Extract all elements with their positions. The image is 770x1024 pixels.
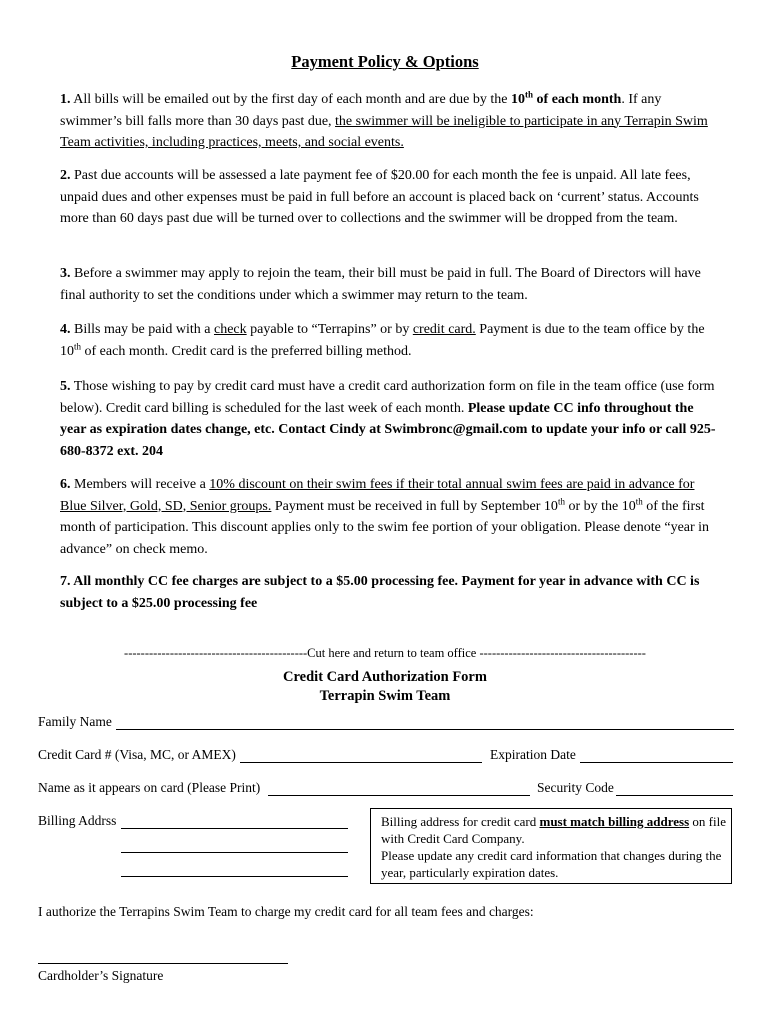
form-title: Credit Card Authorization Form — [283, 669, 487, 685]
credit-card-label: Credit Card # (Visa, MC, or AMEX) — [38, 747, 236, 762]
item-number: 7. — [60, 574, 71, 589]
policy-item-2 — [60, 165, 720, 230]
name-on-card-label: Name as it appears on card (Please Print) — [38, 780, 261, 795]
item-text: Past due accounts will be assessed a late payment fee of $20.00 for each month the fee is unpaid. All late fees, unpaid dues and other expenses must be paid in full before an account is placed back on ‘current’ status. Accounts more than 60 days past due will be turned over to collections and the swimmer will be dropped from the team. — [60, 168, 699, 226]
item-text: Before a swimmer may apply to rejoin the team, their bill must be paid in full. The Board of Directors will have final authority to set the conditions under which a swimmer may return to the team. — [60, 266, 701, 303]
item-number: 2. — [60, 168, 71, 183]
authorization-statement: I authorize the Terrapins Swim Team to charge my credit card for all team fees and charges: — [38, 904, 534, 919]
family-name-label: Family Name — [38, 714, 112, 729]
ineligibility-notice: the swimmer will be ineligible to participate in any Terrapin Swim Team activities, including practices, meets, and social events. — [60, 113, 708, 150]
policy-item-3 — [60, 263, 720, 306]
ordinal-suffix: th — [525, 89, 534, 100]
note-text: on file with Credit Card Company. — [381, 814, 726, 846]
item-number: 1. — [60, 92, 71, 107]
policy-item-5 — [60, 376, 720, 462]
item-text: or by the 10 — [564, 498, 636, 514]
item-text: . If any swimmer’s bill falls more than 30 days past due, — [60, 92, 662, 129]
item-text: payable to “Terrapins” or by — [246, 322, 413, 337]
security-code-label: Security Code — [537, 780, 614, 795]
note-text: Please update any credit card information that changes during the year, particularly expiration dates. — [381, 848, 722, 880]
due-day: 10 — [511, 92, 526, 107]
discount-notice: 10% discount on their swim fees if their total annual swim fees are paid in advance for Blue Silver, Gold, SD, Senior groups. — [60, 477, 695, 514]
item-text: Those wishing to pay by credit card must have a credit card authorization form on file in the team office (use form below). Credit card billing is scheduled for the last week of each month. — [60, 379, 715, 416]
signature-label: Cardholder’s Signature — [38, 968, 164, 983]
security-code-field[interactable] — [616, 795, 733, 796]
ordinal-suffix: th — [557, 495, 565, 506]
policy-item-6 — [60, 474, 720, 560]
item-text: Members will receive a — [70, 477, 210, 492]
policy-item-1 — [60, 89, 720, 154]
expiration-field[interactable] — [580, 762, 733, 763]
credit-card-field[interactable] — [240, 762, 482, 763]
form-subtitle: Terrapin Swim Team — [319, 688, 451, 704]
billing-address-line-2[interactable] — [121, 852, 348, 853]
item-text: Payment must be received in full by September 10 — [271, 498, 558, 514]
billing-address-line-3[interactable] — [121, 876, 348, 877]
policy-item-7 — [60, 571, 720, 614]
page-title: Payment Policy & Options — [291, 52, 479, 71]
due-day-suffix: of each month — [533, 92, 622, 107]
expiration-label: Expiration Date — [490, 747, 576, 762]
ordinal-suffix: th — [635, 495, 643, 506]
cut-line: --------------------------------------------Cut here and return to team office ---------------------------------------- — [124, 646, 646, 660]
fee-notice: All monthly CC fee charges are subject to a $5.00 processing fee. Payment for year in advance with CC is subject to a $25.00 processing fee — [60, 574, 700, 611]
note-text: Billing address for credit card — [381, 814, 540, 829]
item-text: All bills will be emailed out by the first day of each month and are due by the — [70, 92, 512, 107]
signature-field[interactable] — [38, 963, 288, 964]
check-term: check — [213, 322, 247, 337]
item-number: 3. — [60, 266, 71, 281]
billing-address-label: Billing Addrss — [38, 813, 117, 828]
policy-item-4 — [60, 319, 720, 362]
billing-address-line-1[interactable] — [121, 828, 348, 829]
item-text: Bills may be paid with a — [70, 322, 214, 337]
name-on-card-field[interactable] — [268, 795, 530, 796]
item-number: 6. — [60, 477, 71, 492]
ordinal-suffix: th — [74, 340, 82, 351]
billing-address-note — [370, 808, 732, 884]
note-emphasis: must match billing address — [539, 814, 690, 829]
contact-notice: Please update CC info throughout the year as expiration dates change, etc. Contact Cindy at Swimbronc@gmail.com to update your info or call 925-680-8372 ext. 204 — [60, 400, 716, 459]
item-text: of each month. Credit card is the preferred billing method. — [81, 343, 412, 359]
family-name-field[interactable] — [116, 729, 734, 730]
item-number: 5. — [60, 379, 71, 394]
item-text: Payment is due to the team office by the 10 — [60, 322, 705, 359]
item-text: of the first month of participation. This discount applies only to the swim fee portion of your obligation. Please denote “year in advance” on check memo. — [60, 498, 710, 557]
item-number: 4. — [60, 322, 71, 337]
credit-card-term: credit card. — [412, 322, 476, 337]
